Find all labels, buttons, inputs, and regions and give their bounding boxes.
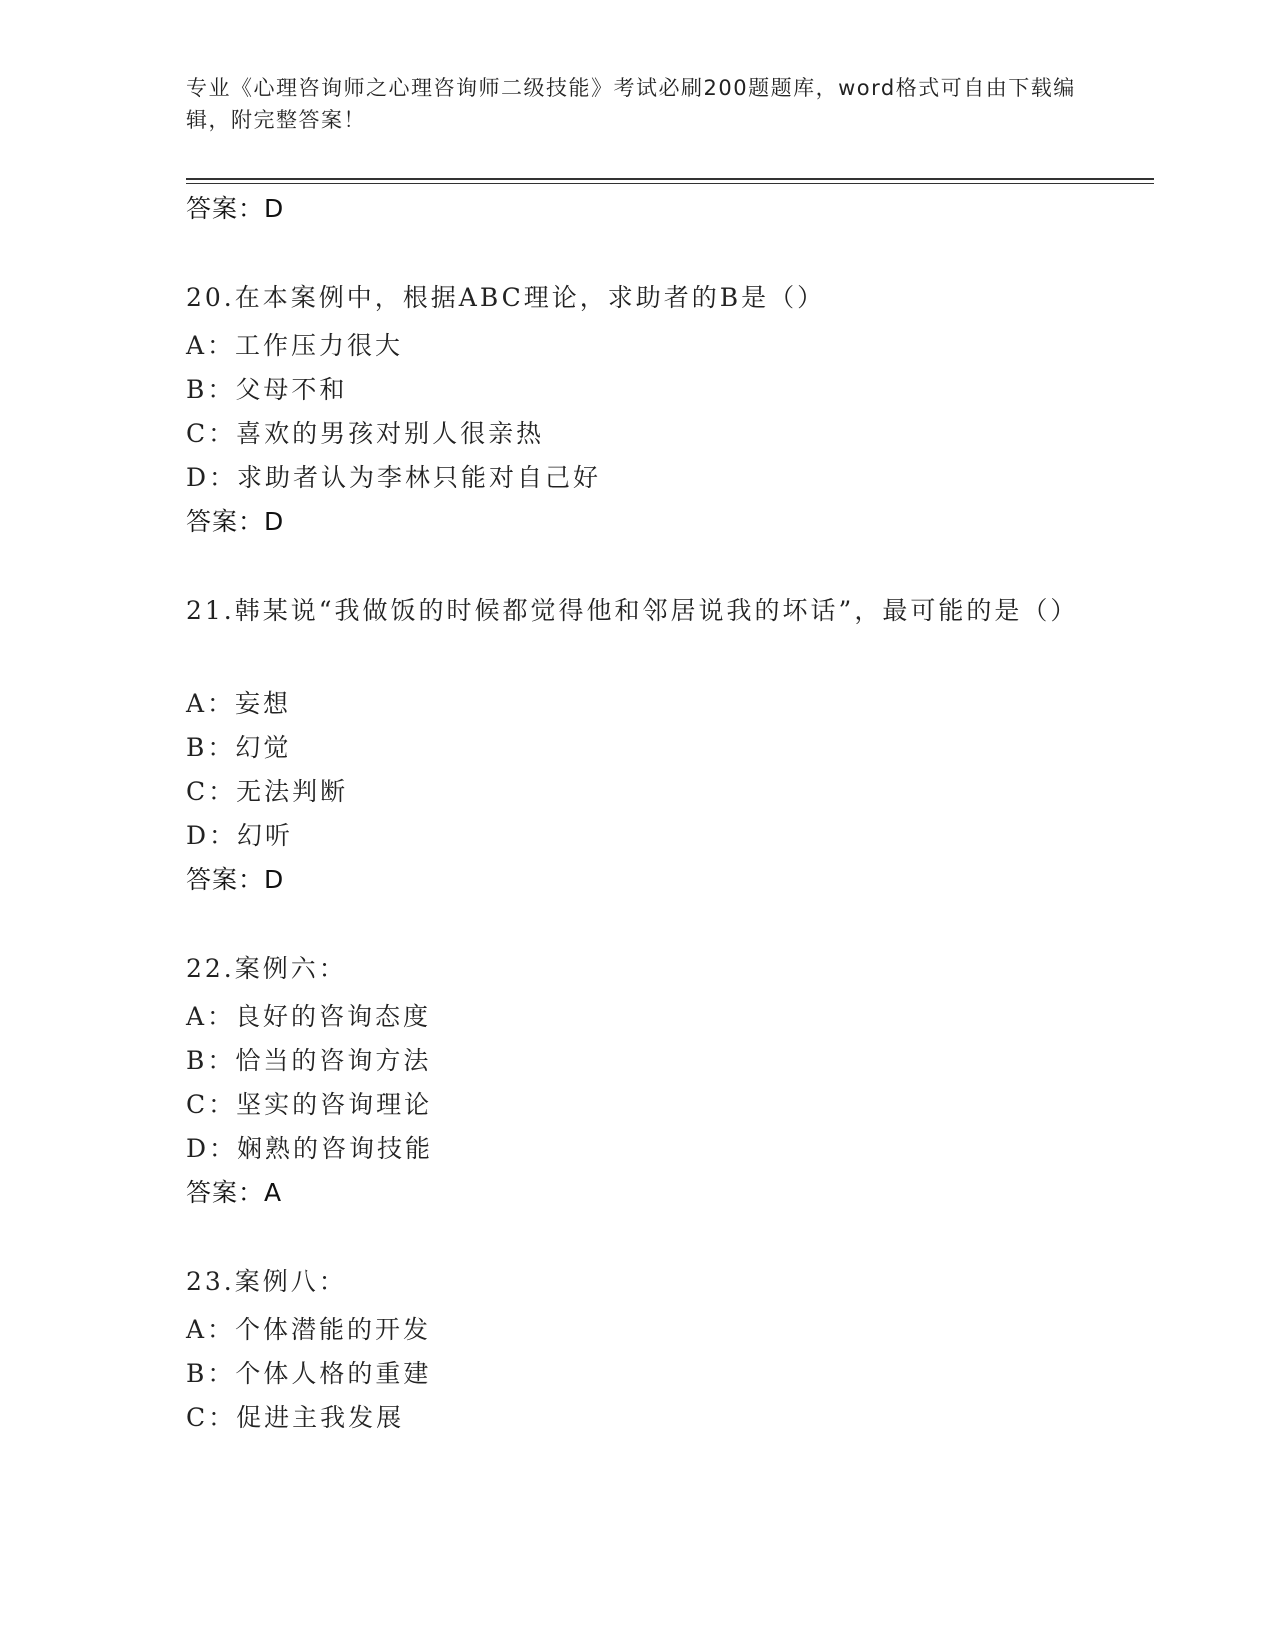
q22-option-c: C：坚实的咨询理论	[186, 1090, 433, 1119]
header-rule-thin	[186, 183, 1154, 184]
question-23-stem: 23.案例八：	[186, 1267, 347, 1296]
q20-option-b: B：父母不和	[186, 375, 348, 404]
q21-option-c: C：无法判断	[186, 777, 349, 806]
q23-option-c: C：促进主我发展	[186, 1403, 405, 1432]
q22-option-d: D：娴熟的咨询技能	[186, 1134, 434, 1163]
answer-q21: 答案：D	[186, 865, 285, 894]
q23-option-b: B：个体人格的重建	[186, 1359, 432, 1388]
q21-option-a: A：妄想	[186, 689, 292, 718]
answer-q20: 答案：D	[186, 507, 285, 536]
q22-option-b: B：恰当的咨询方法	[186, 1046, 432, 1075]
answer-q19: 答案：D	[186, 194, 285, 223]
q20-option-d: D：求助者认为李林只能对自己好	[186, 463, 602, 492]
q21-option-b: B：幻觉	[186, 733, 292, 762]
q20-option-c: C：喜欢的男孩对别人很亲热	[186, 419, 545, 448]
q22-option-a: A：良好的咨询态度	[186, 1002, 432, 1031]
question-21-stem: 21.韩某说“我做饭的时候都觉得他和邻居说我的坏话”，最可能的是（）	[186, 596, 1079, 625]
q23-option-a: A：个体潜能的开发	[186, 1315, 432, 1344]
question-22-stem: 22.案例六：	[186, 954, 347, 983]
question-20-stem: 20.在本案例中，根据ABC理论，求助者的B是（）	[186, 283, 826, 312]
answer-q22: 答案：A	[186, 1178, 283, 1207]
q20-option-a: A：工作压力很大	[186, 331, 404, 360]
q21-option-d: D：幻听	[186, 821, 294, 850]
header-rule-thick	[186, 178, 1154, 180]
document-header: 专业《心理咨询师之心理咨询师二级技能》考试必刷200题题库，word格式可自由下载编辑，附完整答案！	[186, 76, 1076, 132]
